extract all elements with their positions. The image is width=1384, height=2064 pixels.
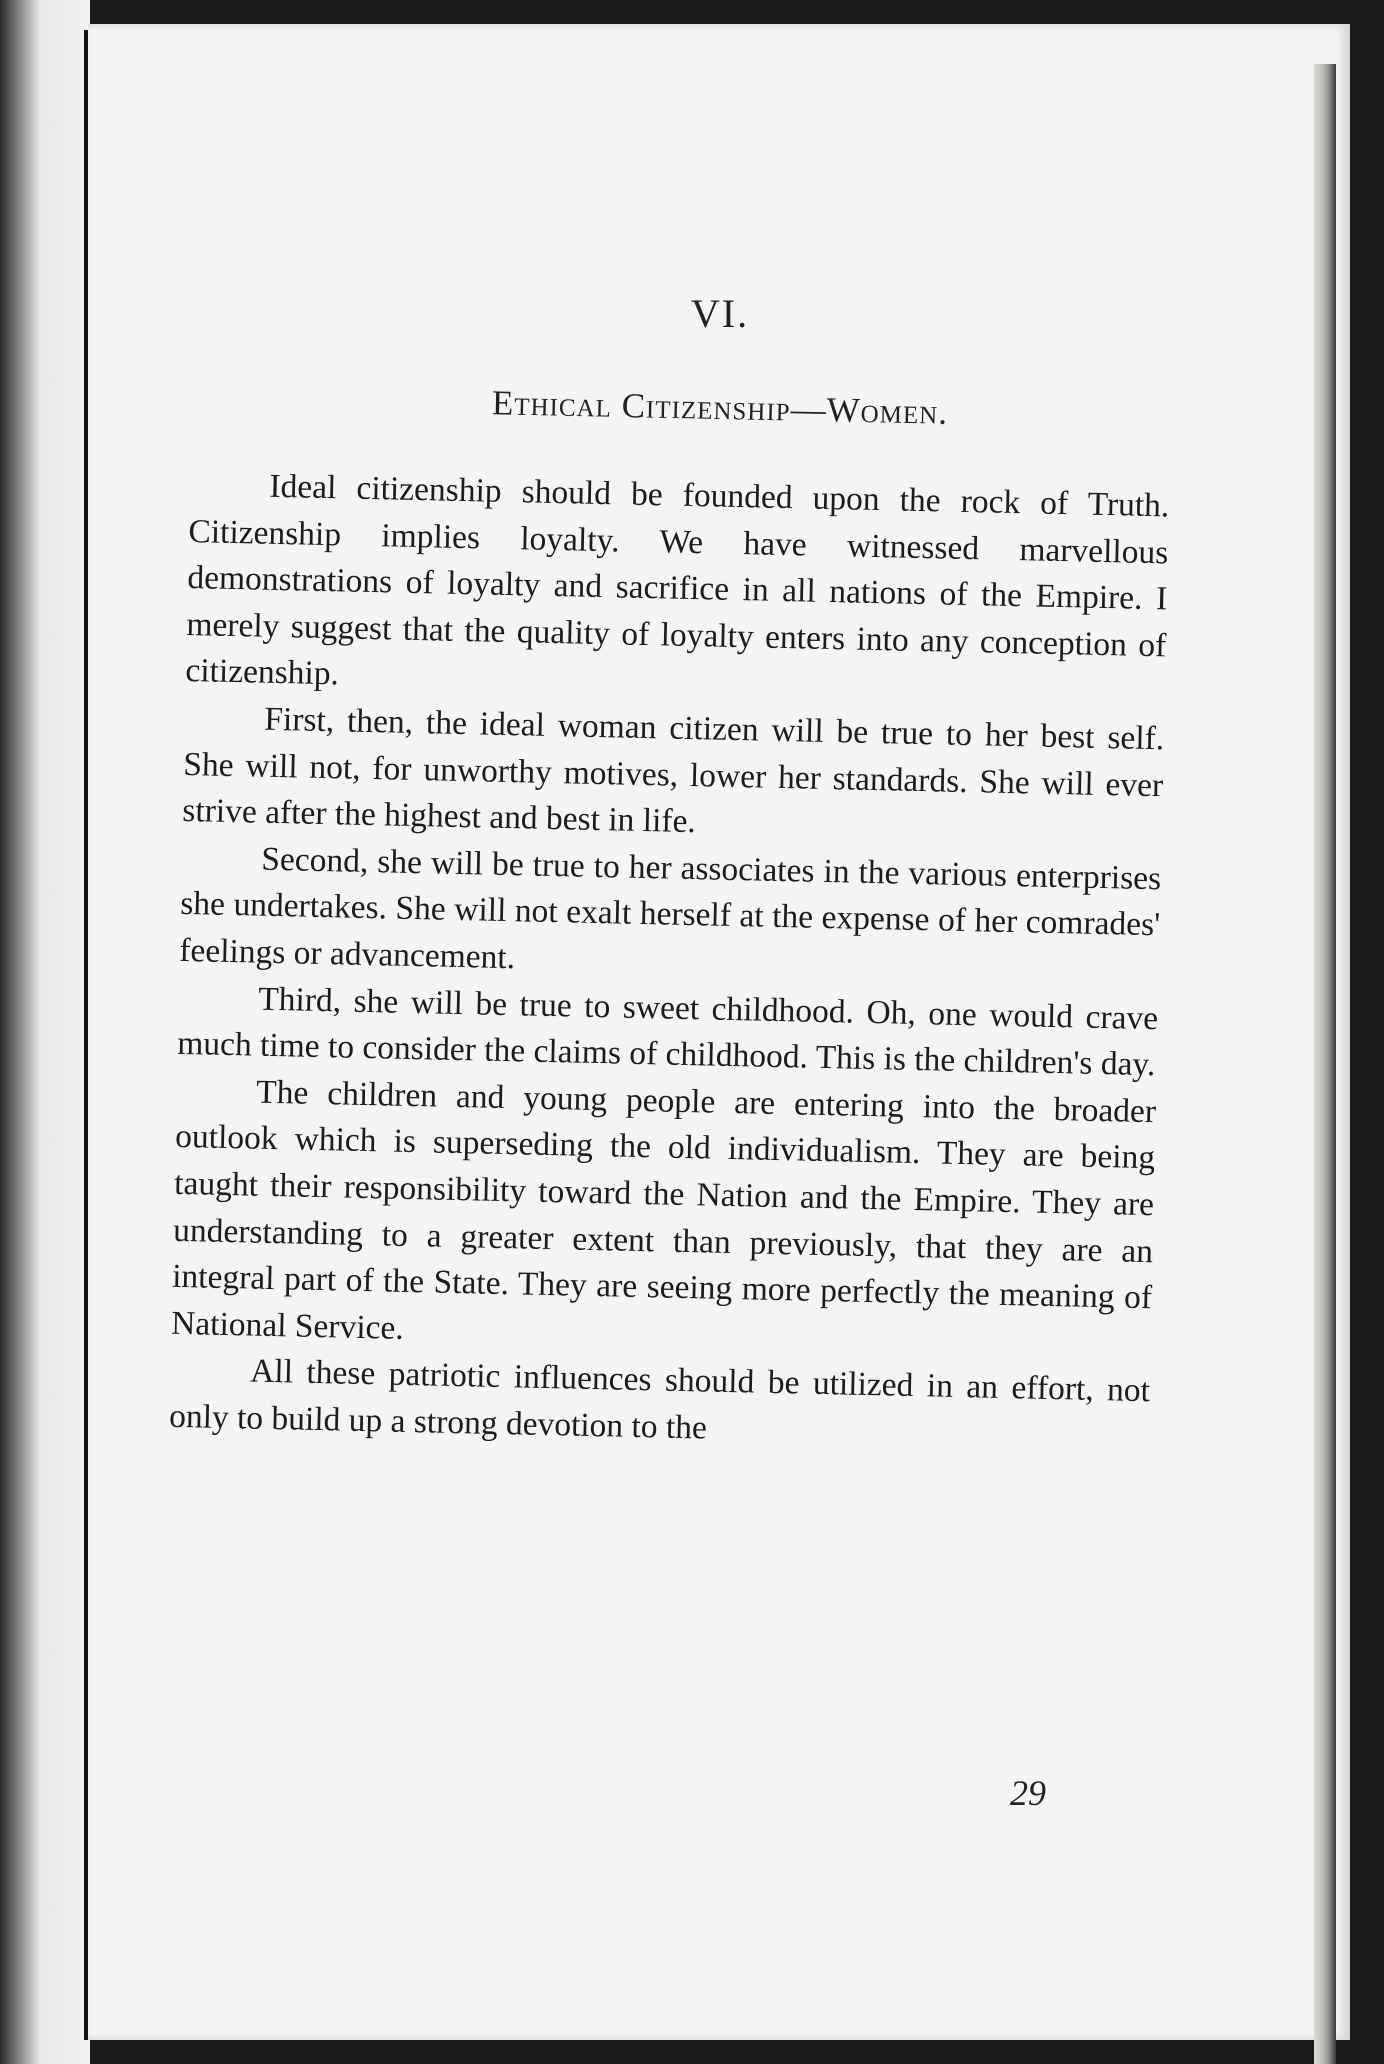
paragraph: Third, she will be true to sweet childhood. Oh, one would crave much time to consider the claims of childhood. This is the children's day.	[176, 980, 1159, 1084]
book-spine	[0, 0, 90, 2064]
chapter-number: VI.	[690, 291, 750, 336]
paragraph: First, then, the ideal woman citizen will be true to her best self. She will not, for unworthy motives, lower her standards. She will ever strive after the highest and best in life.	[181, 700, 1165, 841]
paragraph: Ideal citizenship should be founded upon the rock of Truth. Citizenship implies loyalty. We have witnessed marvellous demonstrations of loyalty and sacrifice in all nations of the Empire. I merely suggest that the quality of loyalty enters into any conception of citizenship.	[185, 467, 1170, 693]
paragraph: The children and young people are entering into the broader outlook which is superseding the old individualism. They are being taught their responsibility toward the Nation and the Empire. They are understanding to a greater extent than previously, that they are an integral part of the State. They are seeing more perfectly the meaning of National Service.	[170, 1073, 1157, 1347]
paragraph: Second, she will be true to her associates in the various enterprises she undertakes. She will not exalt herself at the expense of her comrades' feelings or advancement.	[178, 840, 1162, 977]
scan-background-top	[88, 0, 1384, 24]
chapter-title: Ethical Citizenship—Women.	[491, 383, 949, 432]
page-stack-edge	[1314, 64, 1336, 2064]
paragraph: All these patriotic influences should be utilized in an effort, not only to build up a strong devotion to the	[168, 1352, 1151, 1447]
body-text	[169, 462, 1170, 1462]
page-number: 29	[1010, 1773, 1046, 1813]
